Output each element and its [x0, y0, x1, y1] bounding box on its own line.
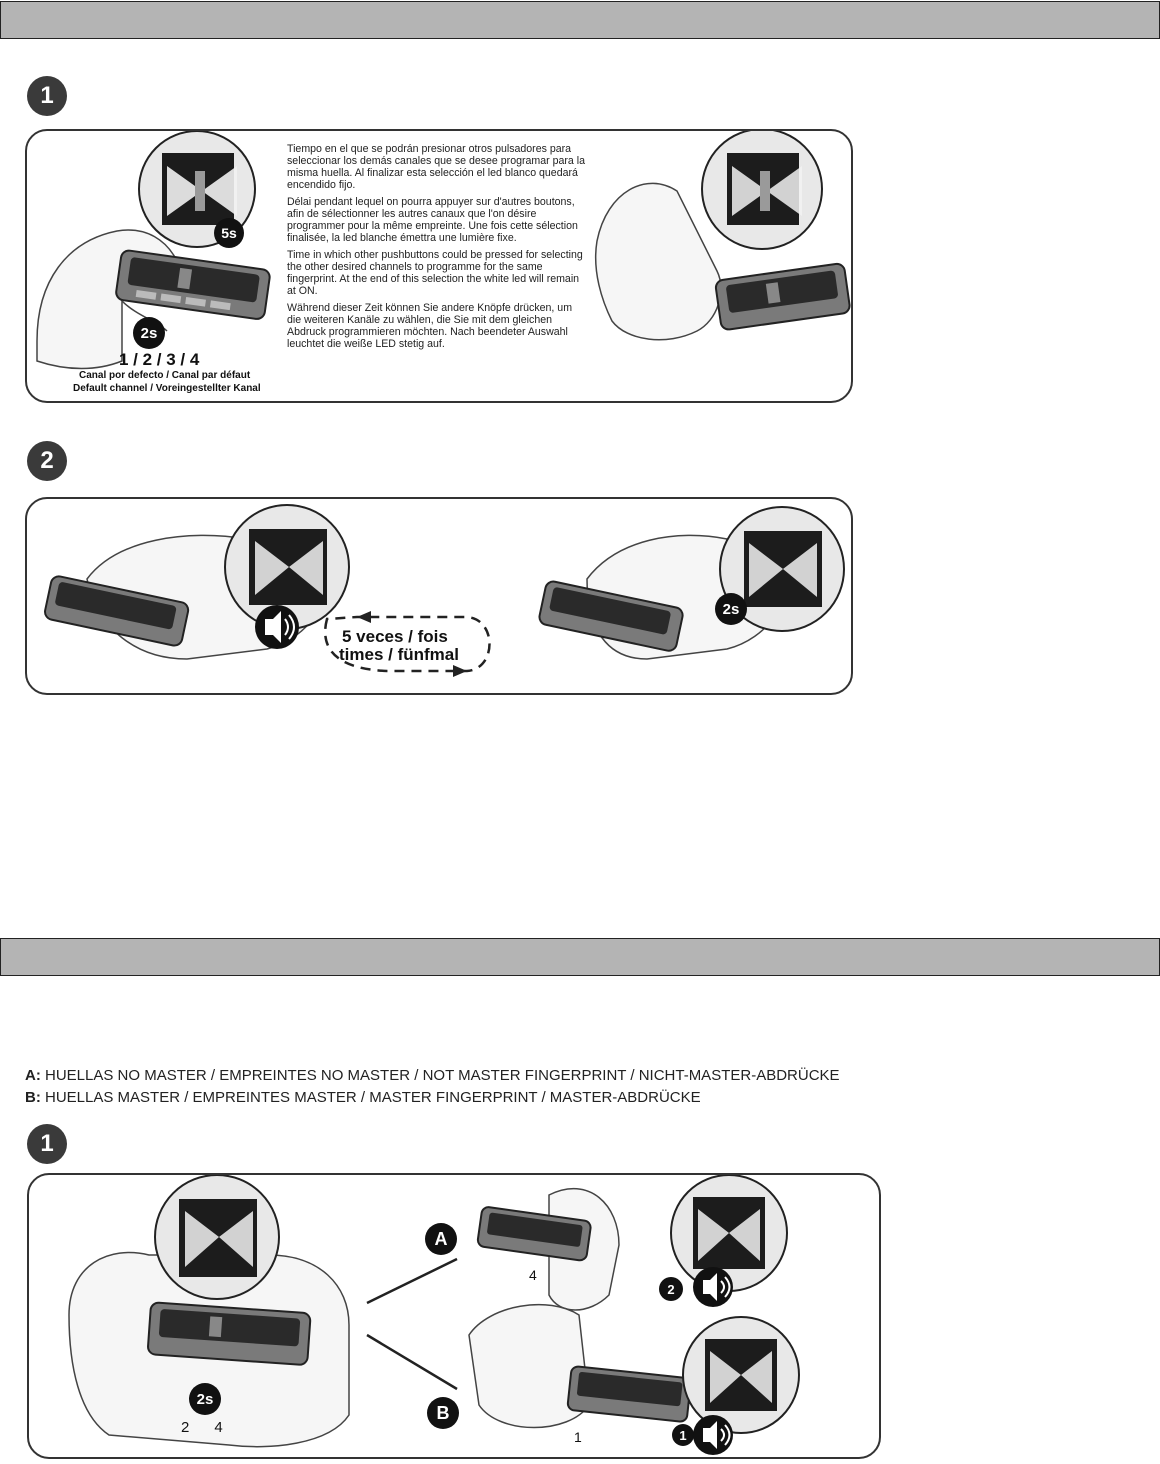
step1-illustration-panel: [25, 129, 853, 403]
timer-badge-2s: 2s: [133, 317, 165, 349]
device-branch-b: [567, 1366, 691, 1422]
channel-caption-line1: Canal por defecto / Canal par défaut: [79, 370, 251, 381]
timer-badge-2s-step2: 2s: [715, 593, 747, 625]
channel-numbers: 1 / 2 / 3 / 4: [119, 350, 200, 369]
instruction-fr: Délai pendant lequel on pourra appuyer sur d'autres boutons, afin de sélectionner les autres canaux que l'on désire programmer pour la même empreinte. Une fois cette sélection finalisée, la led blanche émettra une lumière fixe.: [287, 196, 578, 244]
branch-a-badge: A: [425, 1223, 457, 1255]
left-finger-numbers: 2 4: [181, 1419, 223, 1436]
branch-b-badge: B: [427, 1397, 459, 1429]
timer-badge-2s-section2: 2s: [189, 1383, 221, 1415]
section2-step1-panel: [27, 1173, 881, 1459]
channel-caption-line2: Default channel / Voreingestellter Kanal: [73, 383, 261, 394]
device-right: [715, 263, 851, 331]
legend-b-letter: B:: [25, 1089, 41, 1106]
device-left: [115, 250, 270, 320]
legend-a-letter: A:: [25, 1067, 41, 1084]
section-header-bar-2: [0, 938, 1160, 976]
legend-a-text: HUELLAS NO MASTER / EMPREINTES NO MASTER / NOT MASTER FINGERPRINT / NICHT-MASTER-ABDRÜCKE: [45, 1067, 840, 1084]
beep-count-b: 1: [672, 1424, 694, 1446]
instruction-en: Time in which other pushbuttons could be pressed for selecting the other desired channels to programme for the same fingerprint. At the end of this selection the white led will remain at ON.: [287, 249, 583, 297]
step-number-1: 1: [27, 76, 67, 116]
step-number-2: 2: [27, 441, 67, 481]
beep-count-a: 2: [659, 1277, 683, 1301]
finger-b-number: 1: [574, 1429, 582, 1445]
step1-instruction-text: [287, 143, 589, 355]
instruction-de: Während dieser Zeit können Sie andere Knöpfe drücken, um die weiteren Kanäle zu wählen, die Sie mit dem gleichen Abdruck programmieren möchten. Nach beendeter Auswahl leuchtet die weiße LED stetig auf.: [287, 302, 573, 350]
timer-badge-5s: 5s: [214, 218, 244, 248]
legend-a: [25, 1067, 840, 1084]
step-number-1-section2: 1: [27, 1124, 67, 1164]
legend-b: [25, 1089, 701, 1106]
finger-a-number: 4: [529, 1267, 537, 1283]
repeat-count-line2: times / fünfmal: [339, 645, 459, 664]
legend-b-text: HUELLAS MASTER / EMPREINTES MASTER / MASTER FINGERPRINT / MASTER-ABDRÜCKE: [45, 1089, 701, 1106]
instruction-es: Tiempo en el que se podrán presionar otros pulsadores para seleccionar los demás canales que se desee programar para la misma huella. Al finalizar esta selección el led blanco quedará encendido fijo.: [287, 143, 585, 191]
step2-illustration-panel: [25, 497, 853, 695]
device-section2-left: [147, 1302, 310, 1365]
section-header-bar-1: [0, 1, 1160, 39]
repeat-count-line1: 5 veces / fois: [342, 627, 448, 646]
